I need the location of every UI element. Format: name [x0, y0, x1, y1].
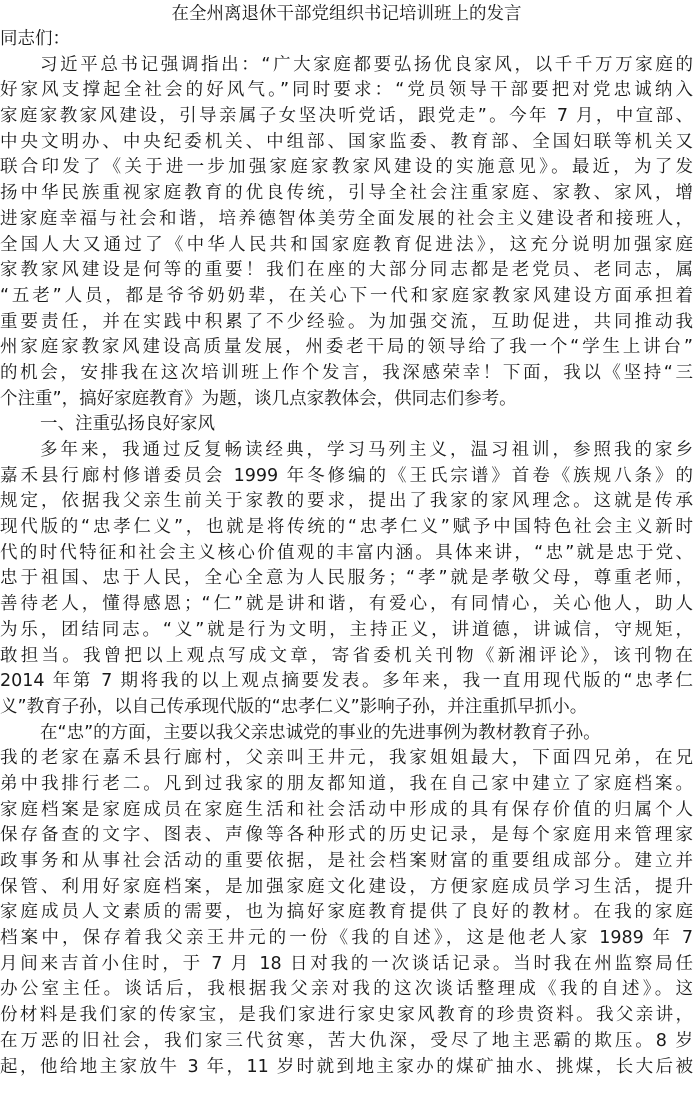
text-line: 现代版的“忠孝仁义”，也就是将传统的“忠孝仁义”赋予中国特色社会主义新时 [0, 517, 693, 538]
text-line: 一、注重弘扬良好家风 [40, 414, 215, 435]
text-line: 保存备查的文字、图表、声像等各种形式的历史记录，是每个家庭用来管理家 [0, 825, 693, 846]
text-line: “五老”人员，都是爷爷奶奶辈，在关心下一代和家庭家教家风建设方面承担着 [0, 285, 693, 306]
text-line: 善待老人，懂得感恩；“仁”就是讲和谐，有爱心，有同情心，关心他人，助人 [0, 594, 693, 615]
text-line: 义”教育子孙，以自己传承现代版的“忠孝仁义”影响子孙，并注重抓早抓小。 [0, 696, 588, 717]
text-line: 全国人大又通过了《中华人民共和国家庭教育促进法》，这充分说明加强家庭 [0, 234, 693, 255]
text-line: 家庭成员人文素质的需要，也为搞好家庭教育提供了良好的教材。在我的家庭 [0, 902, 693, 923]
document-title: 在全州离退休干部党组织书记培训班上的发言 [171, 4, 522, 24]
text-line: 月间来吉首小住时，于 7 月 18 日对我的一次谈话记录。当时我在州监察局任 [0, 953, 693, 974]
text-line: 嘉禾县行廊村修谱委员会 1999 年冬修编的《王氏宗谱》首卷《族规八条》的 [0, 465, 693, 486]
text-line: 在万恶的旧社会，我们家三代贫寒，苦大仇深，受尽了地主恶霸的欺压。8 岁 [0, 1030, 693, 1051]
text-line: 为乐，团结同志。“义”就是行为文明，主持正义，讲道德，讲诚信，守规矩， [0, 619, 693, 640]
text-line: 在“忠”的方面，主要以我父亲忠诚党的事业的先进事例为教材教育子孙。 [40, 722, 601, 743]
text-line: 同志们： [0, 29, 70, 49]
text-line: 敢担当。我曾把以上观点写成文章，寄省委机关刊物《新湘评论》，该刊物在 [0, 645, 693, 666]
text-line: 弟中我排行老二。凡到过我家的朋友都知道，我在自己家中建立了家庭档案。 [0, 773, 693, 794]
text-line: 我的老家在嘉禾县行廊村，父亲叫王井元，我家姐姐最大，下面四兄弟，在兄 [0, 748, 693, 769]
text-line: 联合印发了《关于进一步加强家庭家教家风建设的实施意见》。最近，为了发 [0, 157, 693, 178]
text-line: 保管、利用好家庭档案，是加强家庭文化建设，方便家庭成员学习生活，提升 [0, 876, 693, 897]
text-line: 忠于祖国、忠于人民，全心全意为人民服务；“孝”就是孝敬父母，尊重老师， [0, 568, 693, 589]
text-line: 档案中，保存着我父亲王井元的一份《我的自述》，这是他老人家 1989 年 7 [0, 928, 693, 949]
text-line: 州家庭家教家风建设高质量发展，州委老干局的领导给了我一个“学生上讲台” [0, 337, 693, 358]
text-line: 的机会，安排我在这次培训班上作个发言，我深感荣幸！下面，我以《坚持“三 [0, 362, 693, 383]
text-line: 中央文明办、中央纪委机关、中组部、国家监委、教育部、全国妇联等机关又 [0, 131, 693, 152]
text-line: 家教家风建设是何等的重要！我们在座的大部分同志都是老党员、老同志，属 [0, 260, 693, 281]
text-line: 扬中华民族重视家庭教育的优良传统，引导全社会注重家庭、家教、家风，增 [0, 183, 693, 204]
text-line: 进家庭幸福与社会和谐，培养德智体美劳全面发展的社会主义建设者和接班人， [0, 208, 693, 229]
text-line: 多年来，我通过反复畅读经典，学习马列主义，温习祖训，参照我的家乡 [40, 440, 693, 460]
text-line: 政事务和从事社会活动的重要依据，是社会档案财富的重要组成部分。建立并 [0, 851, 693, 871]
text-line: 份材料是我们家的传家宝，是我们家进行家史家风教育的珍贵资料。我父亲讲， [0, 1005, 693, 1026]
text-line: 家庭档案是家庭成员在家庭生活和社会活动中形成的具有保存价值的归属个人 [0, 799, 693, 820]
text-line: 规定，依据我父亲生前关于家教的要求，提出了我家的家风理念。这就是传承 [0, 491, 693, 512]
text-line: 代的时代特征和社会主义核心价值观的丰富内涵。具体来讲，“忠”就是忠于党、 [0, 542, 693, 563]
text-line: 2014 年第 7 期将我的以上观点摘要发表。多年来，我一直用现代版的“忠孝仁 [0, 671, 693, 692]
text-line: 重要责任，并在实践中积累了不少经验。为加强交流，互助促进，共同推动我 [0, 311, 693, 332]
text-line: 个注重”，搞好家庭教育》为题，谈几点家教体会，供同志们参考。 [0, 388, 517, 409]
text-line: 习近平总书记强调指出：“广大家庭都要弘扬优良家风，以千千万万家庭的 [40, 54, 693, 75]
document-body [0, 27, 693, 1080]
text-line: 家庭家教家风建设，引导亲属子女坚决听党话，跟党走”。今年 7 月，中宣部、 [0, 106, 693, 127]
text-line: 好家风支撑起全社会的好风气。”同时要求：“党员领导干部要把对党忠诚纳入 [0, 80, 693, 101]
text-line: 起，他给地主家放牛 3 年，11 岁时就到地主家办的煤矿抽水、挑煤，长大后被 [0, 1056, 693, 1077]
text-line: 办公室主任。谈话后，我根据我父亲对我的这次谈话整理成《我的自述》。这 [0, 979, 693, 1000]
